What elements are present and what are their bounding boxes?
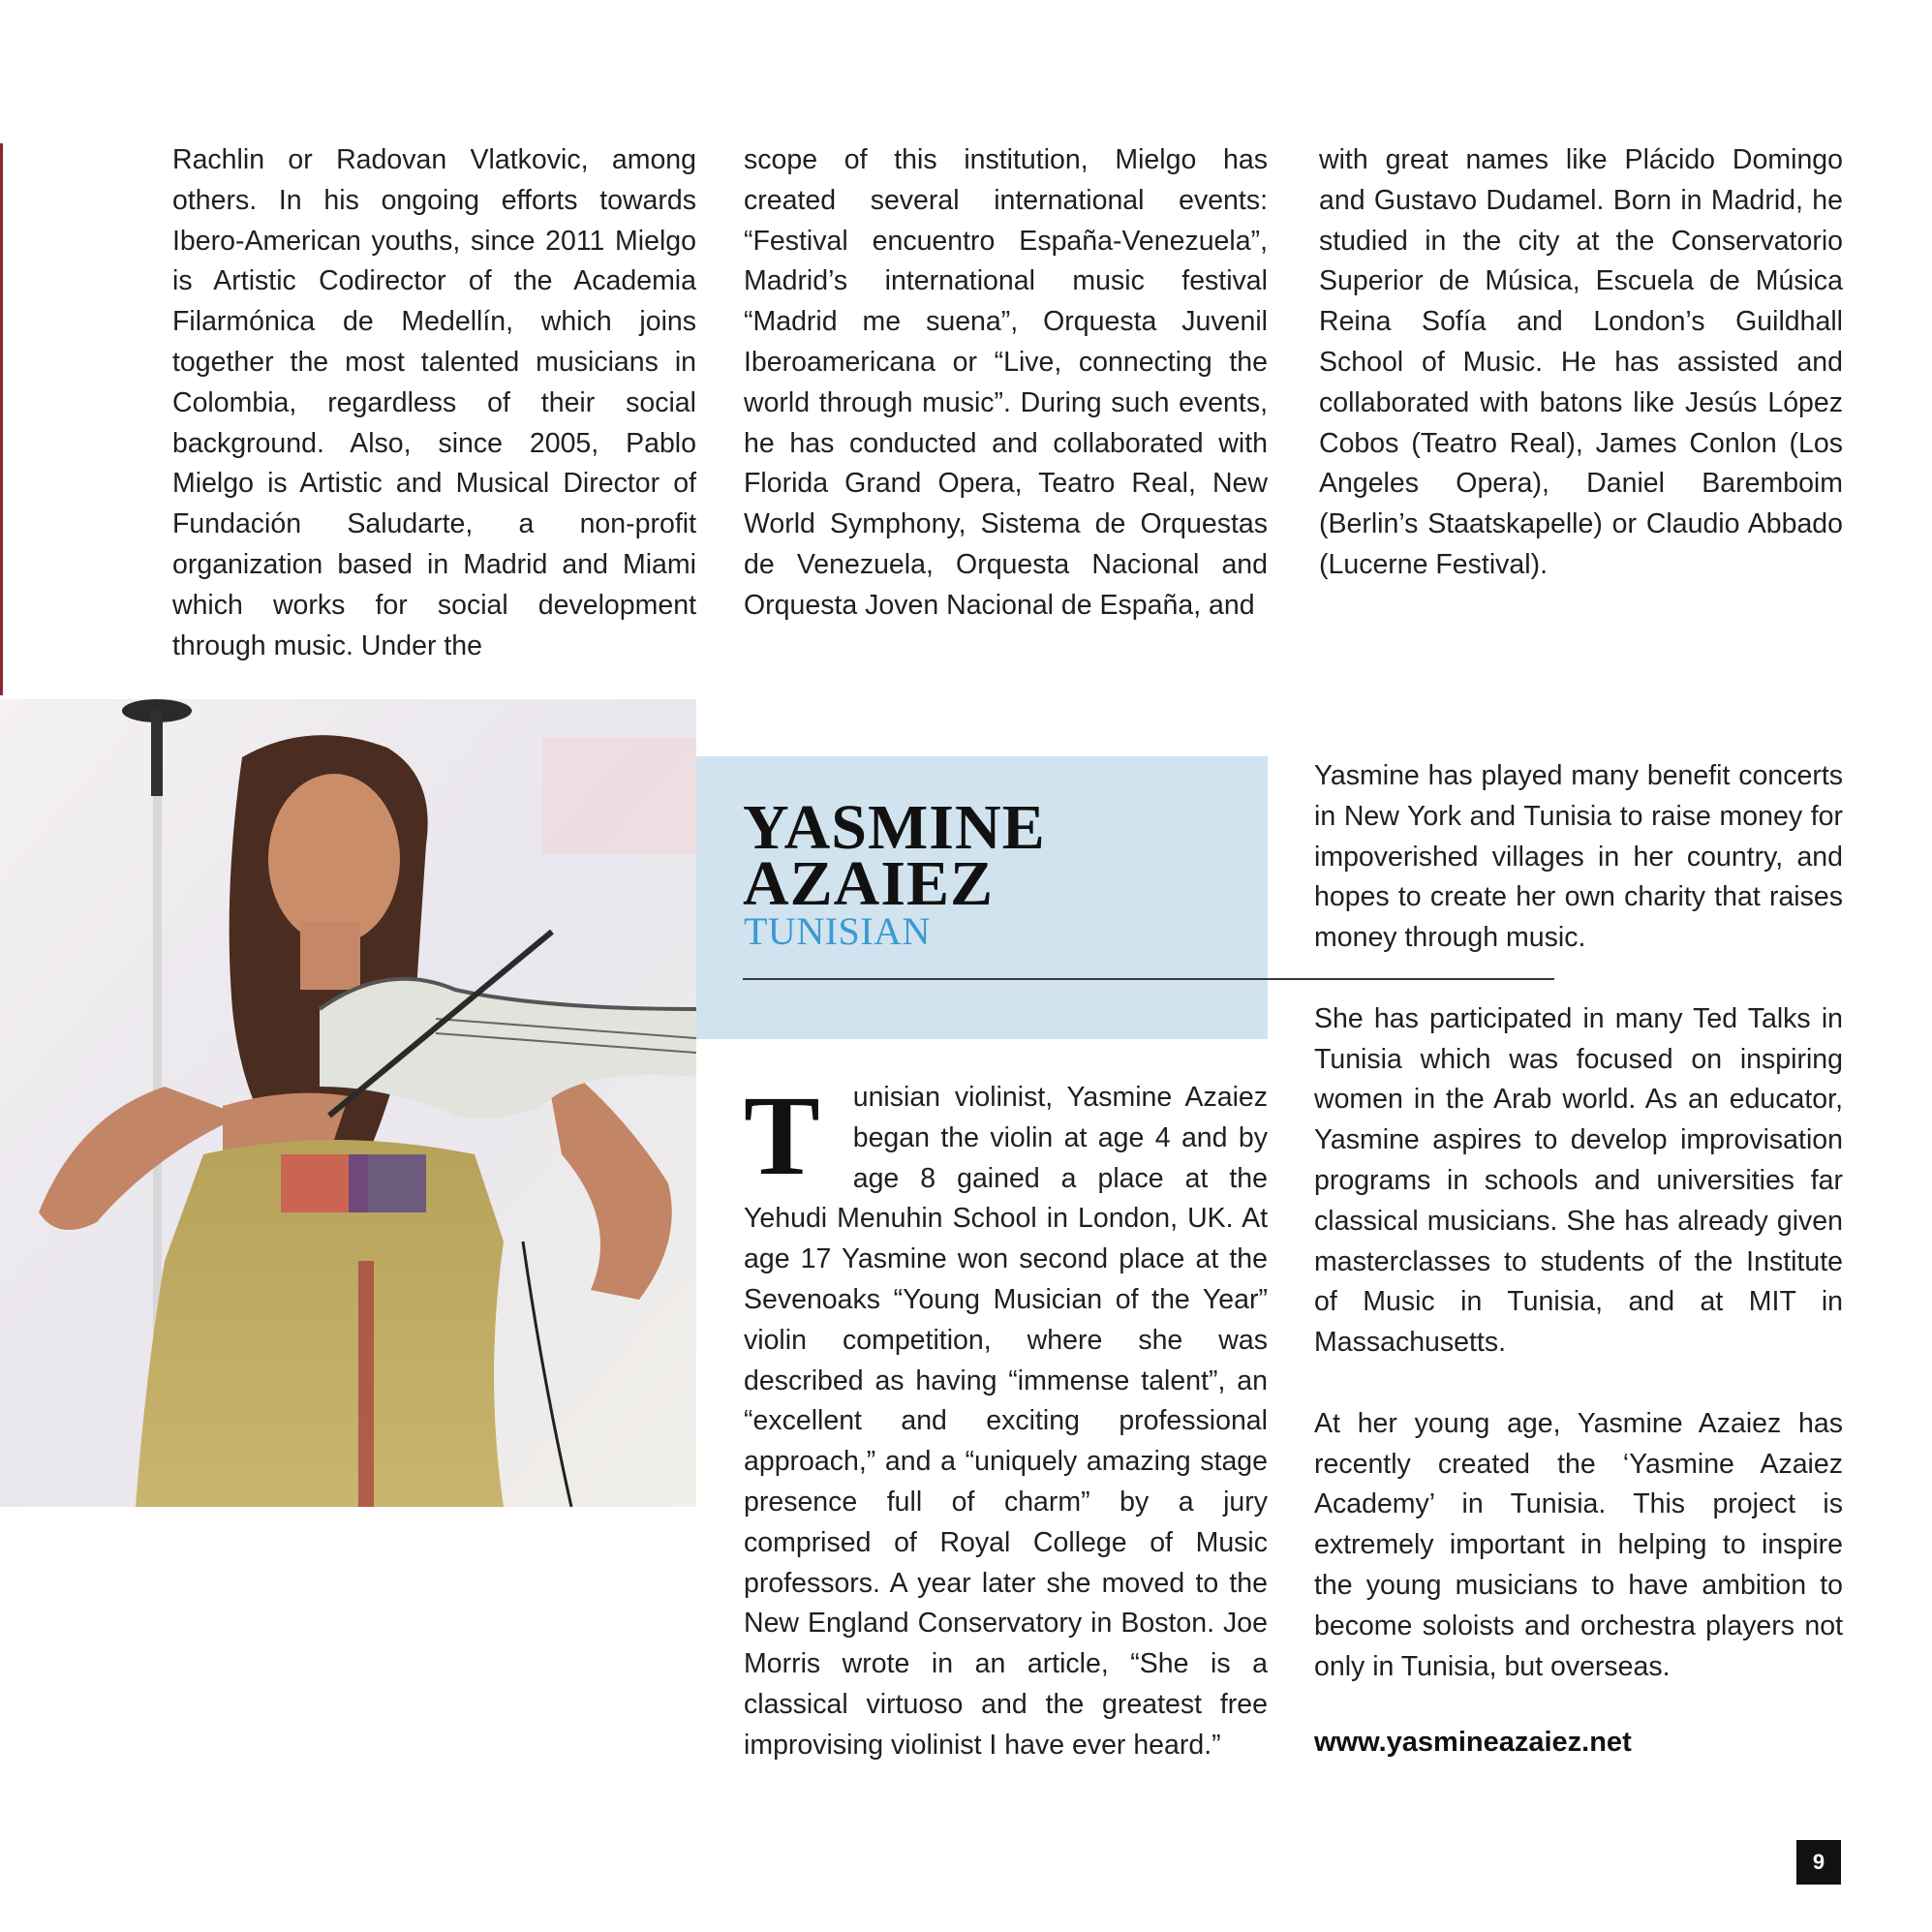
right-paragraph-2: She has participated in many Ted Talks in Tunisia which was focused on inspiring women in the Arab world. As an educator, Yasmine aspires to develop improvisation programs in schools and universities far classical musicians. She has already given masterclasses to students of the Institute of Music in Tunisia, and at MIT in Massachusetts. (1314, 1002, 1843, 1359)
text-column-3 (1319, 140, 1843, 586)
column-1-text: Rachlin or Radovan Vlatkovic, among others. In his ongoing efforts towards Ibero-American youths, since 2011 Mielgo is Artistic Codirector of the Academia Filarmónica de Medellín, which joins together the most talented musicians in Colombia, regardless of their social background. Also, since 2005, Pablo Mielgo is Artistic and Musical Director of Fundación Saludarte, a non-profit organization based in Madrid and Miami which works for social development through music. Under the (172, 144, 696, 661)
drop-cap: T (744, 1072, 820, 1199)
artist-first-name: YASMINE (743, 792, 1046, 863)
website-link[interactable]: www.yasmineazaiez.net (1314, 1727, 1632, 1758)
page-number: 9 (1796, 1840, 1841, 1885)
violinist-photo (0, 699, 696, 1507)
artist-nationality: TUNISIAN (744, 909, 931, 953)
column-2-text: scope of this institution, Mielgo has created several international events: “Festival encuentro España-Venezuela”, Madrid’s international music festival “Madrid me suena”, Orquesta Juvenil Iberoamericana or “Live, connecting the world through music”. During such events, he has conducted and collaborated with Florida Grand Opera, Teatro Real, New World Symphony, Sistema de Orquestas de Venezuela, Orquesta Nacional and Orquesta Joven Nacional de España, and (744, 144, 1268, 621)
article-text: unisian violinist, Yasmine Azaiez began the violin at age 4 and by age 8 gained a place at the Yehudi Menuhin School in London, UK. At age 17 Yasmine won second place at the Sevenoaks “Young Musician of the Year” violin competition, where she was described as having “immense talent”, an “excellent and exciting professional approach,” and a “uniquely amazing stage presence full of charm” by a jury comprised of Royal College of Music professors. A year later she moved to the New England Conservatory in Boston. Joe Morris wrote in an article, “She is a classical virtuoso and the greatest free improvising violinist I have ever heard.” (744, 1082, 1268, 1761)
right-paragraph-1: Yasmine has played many benefit concerts in New York and Tunisia to raise money for impoverished villages in her country, and hopes to create her own charity that raises money through music. (1314, 760, 1843, 954)
article-body (744, 1072, 1268, 1766)
column-3-text: with great names like Plácido Domingo and Gustavo Dudamel. Born in Madrid, he studied in the city at the Conservatorio Superior de Música, Escuela de Música Reina Sofía and London’s Guildhall School of Music. He has assisted and collaborated with batons like Jesús López Cobos (Teatro Real), James Conlon (Los Angeles Opera), Daniel Baremboim (Berlin’s Staatskapelle) or Claudio Abbado (Lucerne Festival). (1319, 144, 1843, 580)
right-paragraph-3: At her young age, Yasmine Azaiez has recently created the ‘Yasmine Azaiez Academy’ in Tunisia. This project is extremely important in helping to inspire the young musicians to have ambition to become soloists and orchestra players not only in Tunisia, but overseas. (1314, 1407, 1843, 1682)
artist-last-name: AZAIEZ (743, 848, 995, 919)
page-edge-line (0, 143, 3, 695)
text-column-2 (744, 140, 1268, 627)
text-column-1 (172, 140, 696, 666)
right-column (1314, 756, 1843, 1728)
artist-name (743, 792, 1046, 919)
